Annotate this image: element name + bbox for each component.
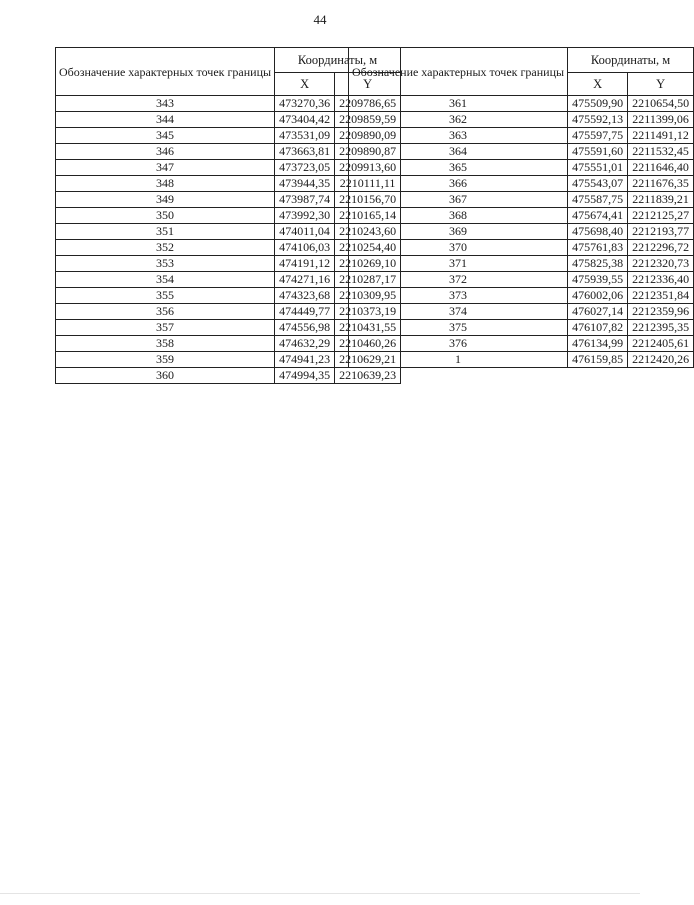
coord-y-cell: 2210309,95 xyxy=(335,288,401,304)
point-number-cell: 366 xyxy=(349,176,568,192)
table-row xyxy=(349,288,694,304)
table-row xyxy=(349,256,694,272)
coord-x-cell: 475939,55 xyxy=(568,272,628,288)
coord-y-cell: 2212405,61 xyxy=(628,336,694,352)
point-number-cell: 365 xyxy=(349,160,568,176)
coord-x-cell: 473663,81 xyxy=(275,144,335,160)
coord-y-cell: 2210654,50 xyxy=(628,96,694,112)
coord-y-cell: 2212420,26 xyxy=(628,352,694,368)
point-number-cell: 369 xyxy=(349,224,568,240)
point-number-cell: 373 xyxy=(349,288,568,304)
coord-y-cell: 2211676,35 xyxy=(628,176,694,192)
point-number-cell: 360 xyxy=(56,368,275,384)
table-row xyxy=(349,192,694,208)
coord-y-cell: 2210111,11 xyxy=(335,176,401,192)
table-row xyxy=(349,160,694,176)
table-row xyxy=(349,304,694,320)
header-y: Y xyxy=(335,73,401,96)
coord-y-cell: 2210431,55 xyxy=(335,320,401,336)
header-x: X xyxy=(275,73,335,96)
point-number-cell: 374 xyxy=(349,304,568,320)
point-number-cell: 358 xyxy=(56,336,275,352)
coord-x-cell: 475597,75 xyxy=(568,128,628,144)
coord-x-cell: 473404,42 xyxy=(275,112,335,128)
coord-x-cell: 473723,05 xyxy=(275,160,335,176)
coord-x-cell: 476107,82 xyxy=(568,320,628,336)
point-number-cell: 361 xyxy=(349,96,568,112)
table-row xyxy=(349,128,694,144)
coord-x-cell: 474106,03 xyxy=(275,240,335,256)
coord-y-cell: 2209890,09 xyxy=(335,128,401,144)
page-edge-divider xyxy=(0,893,640,894)
coord-x-cell: 475825,38 xyxy=(568,256,628,272)
table-row xyxy=(349,144,694,160)
coord-x-cell: 473270,36 xyxy=(275,96,335,112)
coord-x-cell: 475587,75 xyxy=(568,192,628,208)
coord-x-cell: 475592,13 xyxy=(568,112,628,128)
coord-x-cell: 474271,16 xyxy=(275,272,335,288)
point-number-cell: 363 xyxy=(349,128,568,144)
table-row xyxy=(349,176,694,192)
coordinates-table-right xyxy=(348,47,694,368)
point-number-cell: 344 xyxy=(56,112,275,128)
coord-x-cell: 476002,06 xyxy=(568,288,628,304)
coord-x-cell: 473987,74 xyxy=(275,192,335,208)
coord-y-cell: 2212351,84 xyxy=(628,288,694,304)
coord-y-cell: 2211399,06 xyxy=(628,112,694,128)
coord-y-cell: 2210287,17 xyxy=(335,272,401,288)
coord-x-cell: 476134,99 xyxy=(568,336,628,352)
table-row xyxy=(349,320,694,336)
table-row xyxy=(349,272,694,288)
point-number-cell: 359 xyxy=(56,352,275,368)
header-coordinates: Координаты, м xyxy=(275,48,401,73)
point-number-cell: 364 xyxy=(349,144,568,160)
table-row xyxy=(349,224,694,240)
coord-y-cell: 2209913,60 xyxy=(335,160,401,176)
coord-x-cell: 474011,04 xyxy=(275,224,335,240)
point-number-cell: 345 xyxy=(56,128,275,144)
coord-y-cell: 2209859,59 xyxy=(335,112,401,128)
coord-x-cell: 474191,12 xyxy=(275,256,335,272)
coord-y-cell: 2210629,21 xyxy=(335,352,401,368)
coord-y-cell: 2210254,40 xyxy=(335,240,401,256)
coord-x-cell: 475698,40 xyxy=(568,224,628,240)
header-x: X xyxy=(568,73,628,96)
table-row xyxy=(349,352,694,368)
table-row xyxy=(349,240,694,256)
point-number-cell: 375 xyxy=(349,320,568,336)
point-number-cell: 343 xyxy=(56,96,275,112)
point-number-cell: 356 xyxy=(56,304,275,320)
coord-x-cell: 474323,68 xyxy=(275,288,335,304)
point-number-cell: 354 xyxy=(56,272,275,288)
coord-x-cell: 476027,14 xyxy=(568,304,628,320)
header-point-label: Обозначение характерных точек границы xyxy=(349,48,568,96)
page-number: 44 xyxy=(313,12,327,27)
coord-y-cell: 2209786,65 xyxy=(335,96,401,112)
coord-x-cell: 474994,35 xyxy=(275,368,335,384)
coord-x-cell: 473944,35 xyxy=(275,176,335,192)
table-row xyxy=(349,112,694,128)
table-row xyxy=(349,336,694,352)
table-row xyxy=(349,208,694,224)
point-number-cell: 353 xyxy=(56,256,275,272)
coord-x-cell: 473992,30 xyxy=(275,208,335,224)
coord-y-cell: 2212359,96 xyxy=(628,304,694,320)
coord-x-cell: 475761,83 xyxy=(568,240,628,256)
coord-y-cell: 2212320,73 xyxy=(628,256,694,272)
coord-y-cell: 2211491,12 xyxy=(628,128,694,144)
coord-y-cell: 2210460,26 xyxy=(335,336,401,352)
coord-y-cell: 2210243,60 xyxy=(335,224,401,240)
coord-x-cell: 475543,07 xyxy=(568,176,628,192)
coord-y-cell: 2211646,40 xyxy=(628,160,694,176)
coord-y-cell: 2211839,21 xyxy=(628,192,694,208)
coord-x-cell: 476159,85 xyxy=(568,352,628,368)
point-number-cell: 355 xyxy=(56,288,275,304)
table-row xyxy=(56,368,401,384)
coord-y-cell: 2212125,27 xyxy=(628,208,694,224)
coord-y-cell: 2210165,14 xyxy=(335,208,401,224)
coord-y-cell: 2209890,87 xyxy=(335,144,401,160)
point-number-cell: 1 xyxy=(349,352,568,368)
coord-y-cell: 2210156,70 xyxy=(335,192,401,208)
header-y: Y xyxy=(628,73,694,96)
point-number-cell: 362 xyxy=(349,112,568,128)
point-number-cell: 347 xyxy=(56,160,275,176)
coord-y-cell: 2212296,72 xyxy=(628,240,694,256)
coord-x-cell: 473531,09 xyxy=(275,128,335,144)
coord-x-cell: 475551,01 xyxy=(568,160,628,176)
point-number-cell: 346 xyxy=(56,144,275,160)
point-number-cell: 357 xyxy=(56,320,275,336)
coord-x-cell: 475674,41 xyxy=(568,208,628,224)
coord-y-cell: 2210269,10 xyxy=(335,256,401,272)
header-coordinates: Координаты, м xyxy=(568,48,694,73)
coord-y-cell: 2212193,77 xyxy=(628,224,694,240)
coord-y-cell: 2211532,45 xyxy=(628,144,694,160)
point-number-cell: 367 xyxy=(349,192,568,208)
point-number-cell: 368 xyxy=(349,208,568,224)
coord-y-cell: 2212395,35 xyxy=(628,320,694,336)
coord-x-cell: 474632,29 xyxy=(275,336,335,352)
point-number-cell: 376 xyxy=(349,336,568,352)
point-number-cell: 370 xyxy=(349,240,568,256)
coord-y-cell: 2210639,23 xyxy=(335,368,401,384)
coord-y-cell: 2210373,19 xyxy=(335,304,401,320)
point-number-cell: 351 xyxy=(56,224,275,240)
point-number-cell: 349 xyxy=(56,192,275,208)
coord-x-cell: 474556,98 xyxy=(275,320,335,336)
point-number-cell: 371 xyxy=(349,256,568,272)
point-number-cell: 372 xyxy=(349,272,568,288)
point-number-cell: 350 xyxy=(56,208,275,224)
coord-x-cell: 474449,77 xyxy=(275,304,335,320)
coord-x-cell: 474941,23 xyxy=(275,352,335,368)
point-number-cell: 348 xyxy=(56,176,275,192)
header-point-label: Обозначение характерных точек границы xyxy=(56,48,275,96)
coord-x-cell: 475509,90 xyxy=(568,96,628,112)
table-row xyxy=(349,96,694,112)
point-number-cell: 352 xyxy=(56,240,275,256)
coord-y-cell: 2212336,40 xyxy=(628,272,694,288)
coord-x-cell: 475591,60 xyxy=(568,144,628,160)
